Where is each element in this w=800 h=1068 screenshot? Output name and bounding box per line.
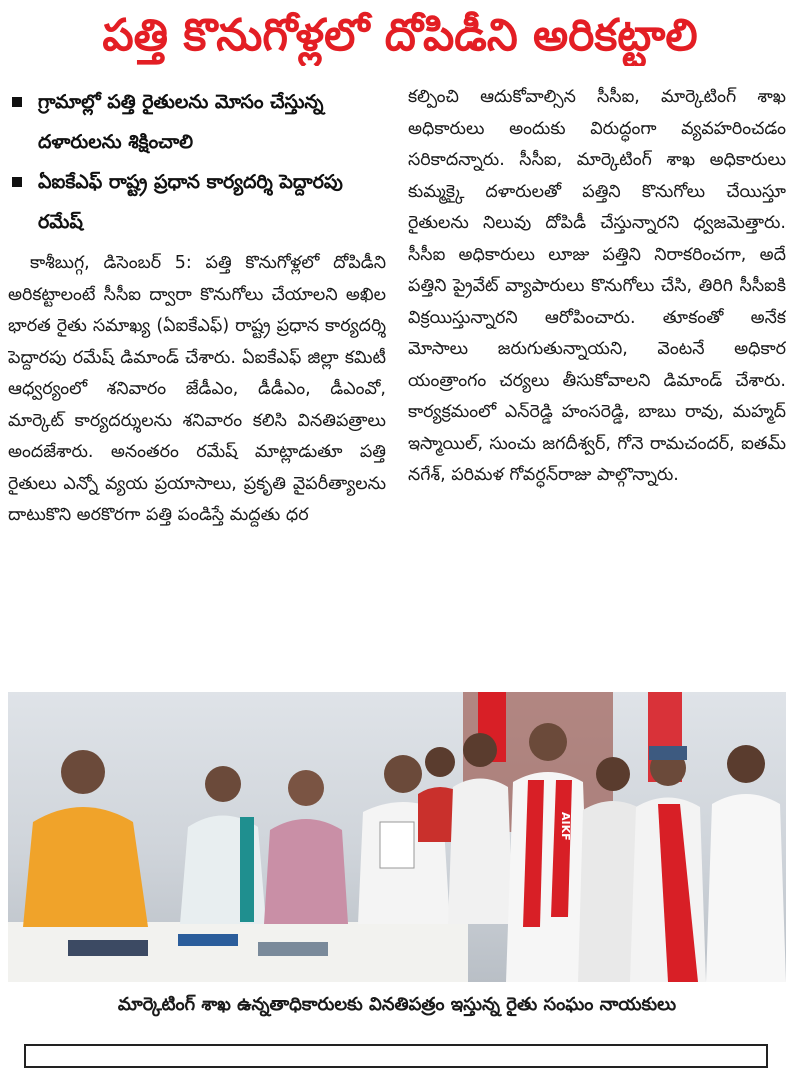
article-body-left: కాశీబుగ్గ, డిసెంబర్ 5: పత్తి కొనుగోళ్లలో దోపిడీని అరికట్టాలంటే సీసీఐ ద్వారా కొనుగోలు చేయాలని అఖిల భారత రైతు సమాఖ్య (ఏఐకేఎఫ్) రాష్ట్ర ప్రధాన కార్యదర్శి పెద్దారపు రమేష్ డిమాండ్ చేశారు. ఏఐకేఎఫ్ జిల్లా కమిటీ ఆధ్వర్యంలో శనివారం జేడీఎం, డీడీఎం, డీఎంవో, మార్కెట్ కార్యదర్శులను శనివారం కలిసి వినతిపత్రాలు అందజేశారు. అనంతరం రమేష్ మాట్లాడుతూ పత్తి రైతులు ఎన్నో వ్యయ ప్రయాసాలు, ప్రకృతి వైపరీత్యాలను దాటుకొని అరకొరగా పత్తి పండిస్తే మద్దతు ధర [8, 253, 386, 525]
square-bullet-icon [12, 177, 22, 187]
subheading-text: గ్రామాల్లో పత్తి రైతులను మోసం చేస్తున్న దళారులను శిక్షించాలి [38, 91, 324, 153]
people-group-illustration [8, 692, 786, 982]
square-bullet-icon [12, 97, 22, 107]
subheading-list [8, 82, 386, 242]
left-column [8, 82, 386, 532]
news-photo [8, 692, 786, 982]
photo-caption: మార్కెటింగ్ శాఖ ఉన్నతాధికారులకు వినతిపత్రం ఇస్తున్న రైతు సంఘం నాయకులు [117, 994, 677, 1015]
next-article-frame [24, 1044, 768, 1068]
subheading-bullet [8, 162, 386, 242]
article-body-right: కల్పించి ఆదుకోవాల్సిన సీసీఐ, మార్కెటింగ్ శాఖ అధికారులు అందుకు విరుద్ధంగా వ్యవహరించడం సరికాదన్నారు. సీసీఐ, మార్కెటింగ్ శాఖ అధికారులు కుమ్మక్కై దళారులతో పత్తిని కొనుగోలు చేయిస్తూ రైతులను నిలువు దోపిడీ చేస్తున్నారని ధ్వజమెత్తారు. సీసీఐ అధికారులు లూజు పత్తిని నిరాకరించగా, అదే పత్తిని ప్రైవేట్ వ్యాపారులు కొనుగోలు చేసి, తిరిగి సీసీఐకి విక్రయిస్తున్నారని ఆరోపించారు. తూకంతో అనేక మోసాలు జరుగుతున్నాయని, వెంటనే అధికార యంత్రాంగం చర్యలు తీసుకోవాలని డిమాండ్ చేశారు. కార్యక్రమంలో ఎన్‌రెడ్డి హంసరెడ్డి, బాబు రావు, మహ్మద్ ఇస్మాయిల్, సుంచు జగదీశ్వర్, గోనె రామచందర్, ఐతమ్ నగేశ్, పరిమళ గోవర్ధన్‌రాజు పాల్గొన్నారు. [408, 87, 786, 485]
subheading-bullet [8, 82, 386, 162]
aikf-banner-text: AIKF [559, 812, 572, 841]
headline: పత్తి కొనుగోళ్లలో దోపిడీని అరికట్టాలి [102, 10, 698, 61]
right-column [408, 82, 786, 492]
subheading-text: ఏఐకేఎఫ్ రాష్ట్ర ప్రధాన కార్యదర్శి పెద్దారపు రమేష్ [38, 171, 343, 233]
